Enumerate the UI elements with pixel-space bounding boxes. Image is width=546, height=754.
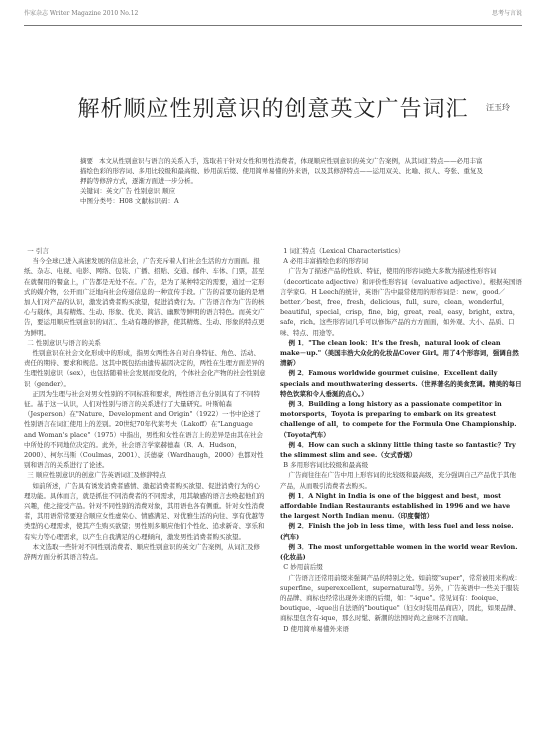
example-paragraph: 例 3．The most unforgettable women in the world wear Revlon.(化妆品): [280, 542, 518, 562]
section-heading: 二 性别意识与语言的关系: [27, 338, 101, 347]
running-header: [24, 8, 522, 26]
body-paragraph: 性别意识在社会文化形成中的形成，指男女两性各自对自身特征、角色、活动、责任的期待、要求和规范。这其中既包括由遗传基因决定的，两性在生理方面差异的生理性别意识（sex），也包括随着社会发展而变化的，个体社会化产物的社会性别意识（gender）。: [24, 349, 266, 388]
body-paragraph: 广告为了描述产品的性质、特征，使用的形容词绝大多数为描述性形容词（decorticate adjective）和评价性形容词（evaluative adjective）。根据英国语言学家G．H Leech的统计，英语广告中最常使用的形容词是：new，good／better／best，free，fresh，delicious，full，sure，clean，wonderful，beautiful，special，crisp，fine，big，great，real，easy，bright，extra，safe，rich。这些形容词几乎可以修饰产品的方方面面，如外观、大小、品质、口味、特点、用途等。: [280, 267, 522, 337]
body-paragraph: 如前所述，广告具有诱发消费者感情、激起消费者购买欲望、促进消费行为的心理功能。具体而言，就是抓住不同消费者的不同需求，用其敏感的语言去唤起他们的兴趣，使之接受产品。针对不同性别的消费对象，其用语也各有侧重。针对女性消费者，其用语常常要迎合顺应女性虚荣心、情感满足、对优雅生活的向往、享有优越等类型的心理需求，使其产生购买欲望；男性则多顺应他们个性化、追求新奇、享乐和有实力等心理需求，以产生自我满足的心理倾向，激发男性消费者购买欲望。: [24, 481, 265, 541]
section-heading: C 妙用前后缀: [283, 563, 323, 572]
abstract-text: 本文从性别意识与语言的关系入手，选取若干针对女性和男性消费者，体现顺应性别意识的英文广告案例，从其词汇特点——必用丰富描绘色彩的形容词、多用比较级和最高级、妙用前后缀、使用简单易懂的外来语，以及其修辞特点——运用双关、比喻、拟人、夸张、重复及押韵等修辞方式，逐渐方面进一步分析。: [80, 157, 483, 185]
example-paragraph: 例 2．Finish the job in less time，with less fuel and less noise.(汽车): [280, 522, 514, 541]
body-paragraph: 广告语言还常用前缀来强调产品的特别之处。如前缀"super"，常常被用来构成：superfine，superexcellent，supernatural等。另外，广告英语中一些关于服装的品牌、商标也经常出现外来语的后缀，如："-ique"。常见词有：fooique、boutique、-ique出自法语的"boutique"（妇女时装用品商店），因此，如果品牌、商标里包含有-ique，那么时髦、新潮的法国时尚之意味不言而喻。: [280, 573, 522, 623]
title-row: [0, 92, 546, 123]
section-name: 思考与言说: [491, 10, 522, 17]
abstract: [80, 156, 486, 186]
body-paragraph: 正因为生理与社会对男女性别的不同标准和要求，两性语言也分别具有了不同特征。基于这一认识，人们对性别与语言的关系进行了大量研究。叶斯帕森（Jesperson）在"Nature、Development and Origin"（1922）一书中论述了性别语言在词汇使用上的差别。20世纪70年代莱考夫（Lakoff）在"Language and Woman's place"（1975）中指出，男性和女性在语言上的差异是由其在社会中所处的不同地位决定的。此外，社会语言学家赫德森（R．A．Hudson，2000）、柯尔马斯（Coulmas，2001）、沃德豪（Wardhaugh，2000）也都对性别和语言的关系进行了论述。: [24, 389, 264, 470]
section-heading: 1 词汇特点（Lexical Characteristics）: [283, 247, 405, 255]
abstract-block: [80, 156, 486, 206]
section-heading: 一 引言: [27, 247, 49, 255]
journal-info: 作家杂志 Writer Magazine 2010 No.12: [24, 10, 139, 17]
abstract-label: 摘要: [80, 157, 93, 165]
example-paragraph: 例 1．A Night in India is one of the biggest and best，most affordable Indian Restaurants established in 1996 and we have the largest North Indian menu.（印度餐馆）: [280, 491, 511, 521]
body-paragraph: 本文选取一些针对不同性别消费者、顺应性别意识的英文广告案例，从词汇及修辞两方面分析其语言特点。: [24, 542, 260, 562]
body-paragraph: 广告商往往在广告中用上形容词的比较级和最高级，充分强调自己产品优于其他产品，从而吸引消费者去购买。: [280, 471, 516, 490]
body-columns: [24, 246, 522, 734]
right-column: [280, 246, 522, 734]
section-heading: 三 顺应性别意识的创意广告英语词汇及修辞特点: [27, 471, 166, 480]
example-paragraph: 例 1．"The clean look：It's the fresh，natural look of clean make－up."（美国丰浩大众化的化妆品Cover Girl。用了4个形容词，强调自然清新）: [280, 338, 519, 368]
section-heading: D 使用简单易懂外来语: [283, 624, 350, 633]
keywords: 关键词：英文广告 性别意识 顺应: [80, 187, 176, 195]
example-paragraph: 例 2．Famous worldwide gourmet cuisine．Excellent daily specials and mouthwatering desserts.（世界著名的美食烹调。精美的每日特色饮菜和令人垂涎的点心。）: [280, 369, 522, 398]
classification: 中图分类号：H08 文献标识码：A: [80, 197, 179, 205]
author-name: 汪玉玲: [486, 103, 510, 112]
example-paragraph: 例 3．Building a long history as a passionate competitor in motorsports，Toyota is preparing to embark on its greatest challenge of all，to compete for the Formula One Championship.（Toyota汽车）: [280, 400, 517, 439]
body-paragraph: 当今全球已进入高速发展的信息社会，广告充斥着人们社会生活的方方面面。报纸、杂志、电视、电影、网络、包装、广播、招贴、交通、邮件、车体、门票，甚至在就餐用的餐盒上，广告都是无处不在。广告，是为了某种特定的需要，通过一定形式的媒介物，公开而广泛地向社会传递信息的一种宣传手段。广告的首要功能的是增加人们对产品的认识，激发消费者购买欲望，促进消费行为。广告语言作为广告的核心与载体，具有精炼、生动、形象、优美、简洁、幽默等鲜明的语言特色。而英文广告，要运用顺应性别意识的词汇、生动有趣的修辞，使其精炼、生动、形象的特点更为鲜明。: [24, 257, 265, 337]
left-column: [24, 246, 266, 734]
section-heading: A 必用丰富描绘色彩的形容词: [283, 257, 369, 266]
example-paragraph: 例 4．How can such a skinny little thing taste so fantastic？Try the slimmest slim and see.（女式香烟）: [280, 440, 516, 460]
article-title: 解析顺应性别意识的创意英文广告词汇: [77, 97, 469, 122]
section-heading: B 多用形容词比较级和最高级: [283, 461, 369, 470]
